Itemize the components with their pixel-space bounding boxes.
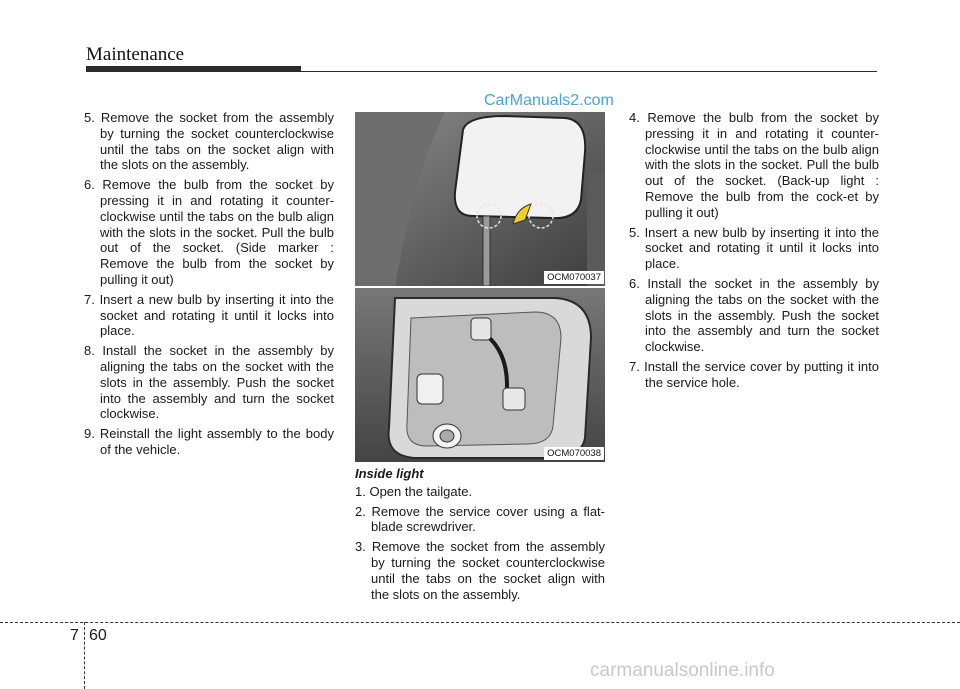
left-step-6: 6. Remove the bulb from the socket by pressing it in and rotating it counter-clockwise until the tabs on the bulb align with the slots in the socket. Pull the bulb out of the socket. (Side marker : Remove the bulb from the socket by pulling it out) <box>84 177 334 287</box>
left-step-7: 7. Insert a new bulb by inserting it into the socket and rotating it until it locks into place. <box>84 291 334 339</box>
figure-bulb-socket <box>355 288 605 462</box>
right-step-6: 6. Install the socket in the assembly by aligning the tabs on the socket with the slots in the assembly. Push the socket into the assembly and turn the socket clockwise. <box>629 275 879 355</box>
right-column <box>629 110 879 395</box>
header-rule-thin <box>86 71 877 72</box>
watermark-text: CarManuals2.com <box>484 92 614 109</box>
right-step-7: 7. Install the service cover by putting it into the service hole. <box>629 358 879 390</box>
section-title: Maintenance <box>86 44 185 65</box>
mid-step-1: 1. Open the tailgate. <box>355 483 473 499</box>
middle-column <box>355 466 605 606</box>
left-column <box>84 110 334 462</box>
mid-step-2: 2. Remove the service cover using a flat-blade screwdriver. <box>355 503 605 535</box>
figure-service-cover <box>355 112 605 286</box>
mid-step-3: 3. Remove the socket from the assembly by turning the socket counterclockwise until the tabs on the socket align with the slots on the assembly. <box>355 539 605 602</box>
figure-code: OCM070038 <box>544 447 604 460</box>
figure-code: OCM070037 <box>544 271 604 284</box>
service-cover-illustration <box>355 112 605 286</box>
bulb-socket-illustration <box>355 288 605 462</box>
footer-site-link[interactable]: carmanualsonline.info <box>590 660 775 681</box>
page-number: 60 <box>89 627 107 644</box>
left-step-9: 9. Reinstall the light assembly to the body of the vehicle. <box>84 426 334 457</box>
footer-vertical-divider <box>84 622 85 689</box>
chapter-number: 7 <box>70 627 79 644</box>
right-step-4: 4. Remove the bulb from the socket by pressing it in and rotating it counter-clockwise until the tabs on the bulb align with the slots in the socket. Pull the bulb out of the socket. (Back-up light : Remove the bulb from the cock-et by pulling it out) <box>629 110 879 220</box>
left-step-5: 5. Remove the socket from the assembly by turning the socket counterclockwise until the tabs on the socket align with the slots on the assembly. <box>84 110 334 173</box>
footer-divider <box>0 622 960 623</box>
left-step-8: 8. Install the socket in the assembly by aligning the tabs on the socket with the slots in the assembly. Push the socket into the assembly and turn the socket clockwise. <box>84 343 334 422</box>
inside-light-heading: Inside light <box>355 466 424 481</box>
right-step-5: 5. Insert a new bulb by inserting it into the socket and rotating it until it locks into place. <box>629 224 879 272</box>
